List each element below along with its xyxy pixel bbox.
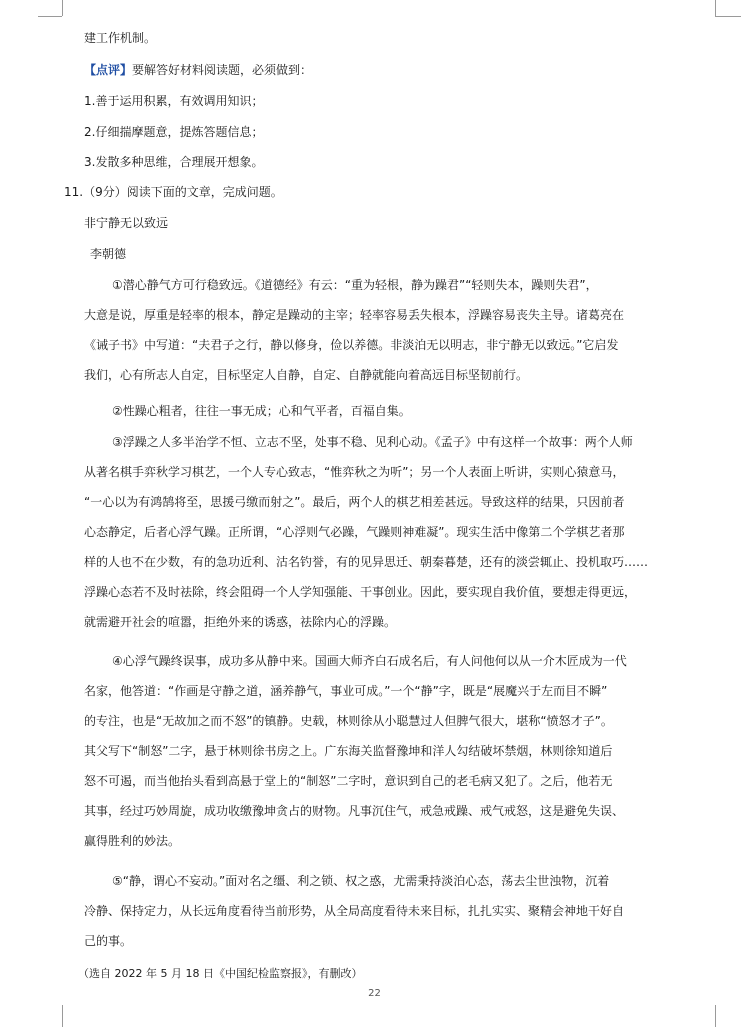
review-tag: 【点评】 — [84, 63, 133, 77]
paragraph-5: ⑤“静，谓心不妄动。”面对名之缰、利之锁、权之惑，尤需秉持淡泊心态，荡去尘世浊物，沉着 冷静、保持定力，从长远角度看待当前形势，从全局高度看待未来目标，扎扎实实、聚精会神地干好自 己的事。 — [84, 874, 625, 948]
crop-mark-top-left-v — [62, 0, 63, 16]
article-author: 李朝德 — [90, 247, 127, 261]
crop-mark-bottom-right-v — [715, 1005, 716, 1027]
review-text: 要解答好材料阅读题，必须做到： — [132, 63, 313, 77]
review-point: 1.善于运用积累，有效调用知识； — [84, 94, 264, 108]
crop-mark-top-left-h — [38, 16, 62, 17]
review-point: 3.发散多种思维，合理展开想象。 — [84, 155, 264, 169]
article-source: （选自 2022 年 5 月 18 日《中国纪检监察报》，有删改） — [78, 967, 363, 980]
paragraph-1: ①潜心静气方可行稳致远。《道德经》有云：“重为轻根，静为躁君”“轻则失本，躁则失君”， 大意是说，厚重是轻率的根本，静定是躁动的主宰；轻率容易丢失根本，浮躁容易丧失主导。诸葛亮在 《诫子书》中写道：“夫君子之行，静以修身，俭以养德。非淡泊无以明志，非宁静无以致远。”它启发 我们，心有所志人自定，目标坚定人自静，自定、自静就能向着高远目标坚韧前行。 — [84, 278, 625, 382]
paragraph-3: ③浮躁之人多半治学不恒、立志不坚，处事不稳、见利心动。《孟子》中有这样一个故事：两个人师 从著名棋手弈秋学习棋艺，一个人专心致志，“惟弈秋之为听”；另一个人表面上听讲，实则心猿意马， “一心以为有鸿鹄将至，思援弓缴而射之”。最后，两个人的棋艺相差甚远。导致这样的结果，只因前者 心态静定，后者心浮气躁。正所谓，“心浮则气必躁，气躁则神难凝”。现实生活中像第二个学棋艺者那 样的人也不在少数，有的急功近利、沽名钓誉，有的见异思迁、朝秦暮楚，还有的淡尝辄止、投机取巧…… 浮躁心态若不及时祛除，终会阻碍一个人学知强能、干事创业。因此，要实现自我价值，要想走得更远， 就需避开社会的喧嚣，拒绝外来的诱惑，祛除内心的浮躁。 — [84, 435, 649, 629]
article-title: 非宁静无以致远 — [84, 216, 169, 230]
top-text: 建工作机制。 — [84, 31, 157, 45]
crop-mark-top-right-v — [715, 0, 716, 16]
page-number: 22 — [368, 988, 381, 999]
paragraph-2: ②性躁心粗者，往往一事无成；心和气平者，百福自集。 — [112, 404, 411, 418]
review-line — [84, 62, 714, 78]
question-heading: 11.（9分）阅读下面的文章，完成问题。 — [64, 185, 283, 199]
paragraph-4: ④心浮气躁终误事，成功多从静中来。国画大师齐白石成名后，有人问他何以从一介木匠成为一代 名家，他答道：“作画是守静之道，涵养静气，事业可成。”一个“静”字，既是“展魔兴于左而目不瞬” 的专注，也是“无故加之而不怒”的镇静。史载，林则徐从小聪慧过人但脾气很大，堪称“愤怒才子”。 其父写下“制怒”二字，悬于林则徐书房之上。广东海关监督豫坤和洋人勾结破坏禁烟，林则徐知道后 怒不可遏，而当他抬头看到高悬于堂上的“制怒”二字时，意识到自己的老毛病又犯了。之后，他若无 其事，经过巧妙周旋，成功收缴豫坤贪占的财物。凡事沉住气，戒急戒躁、戒气戒怒，这是避免失误、 赢得胜利的妙法。 — [84, 654, 627, 848]
crop-mark-bottom-left-v — [62, 1005, 63, 1027]
review-point: 2.仔细揣摩题意，提炼答题信息； — [84, 125, 264, 139]
crop-mark-top-right-h — [715, 16, 741, 17]
